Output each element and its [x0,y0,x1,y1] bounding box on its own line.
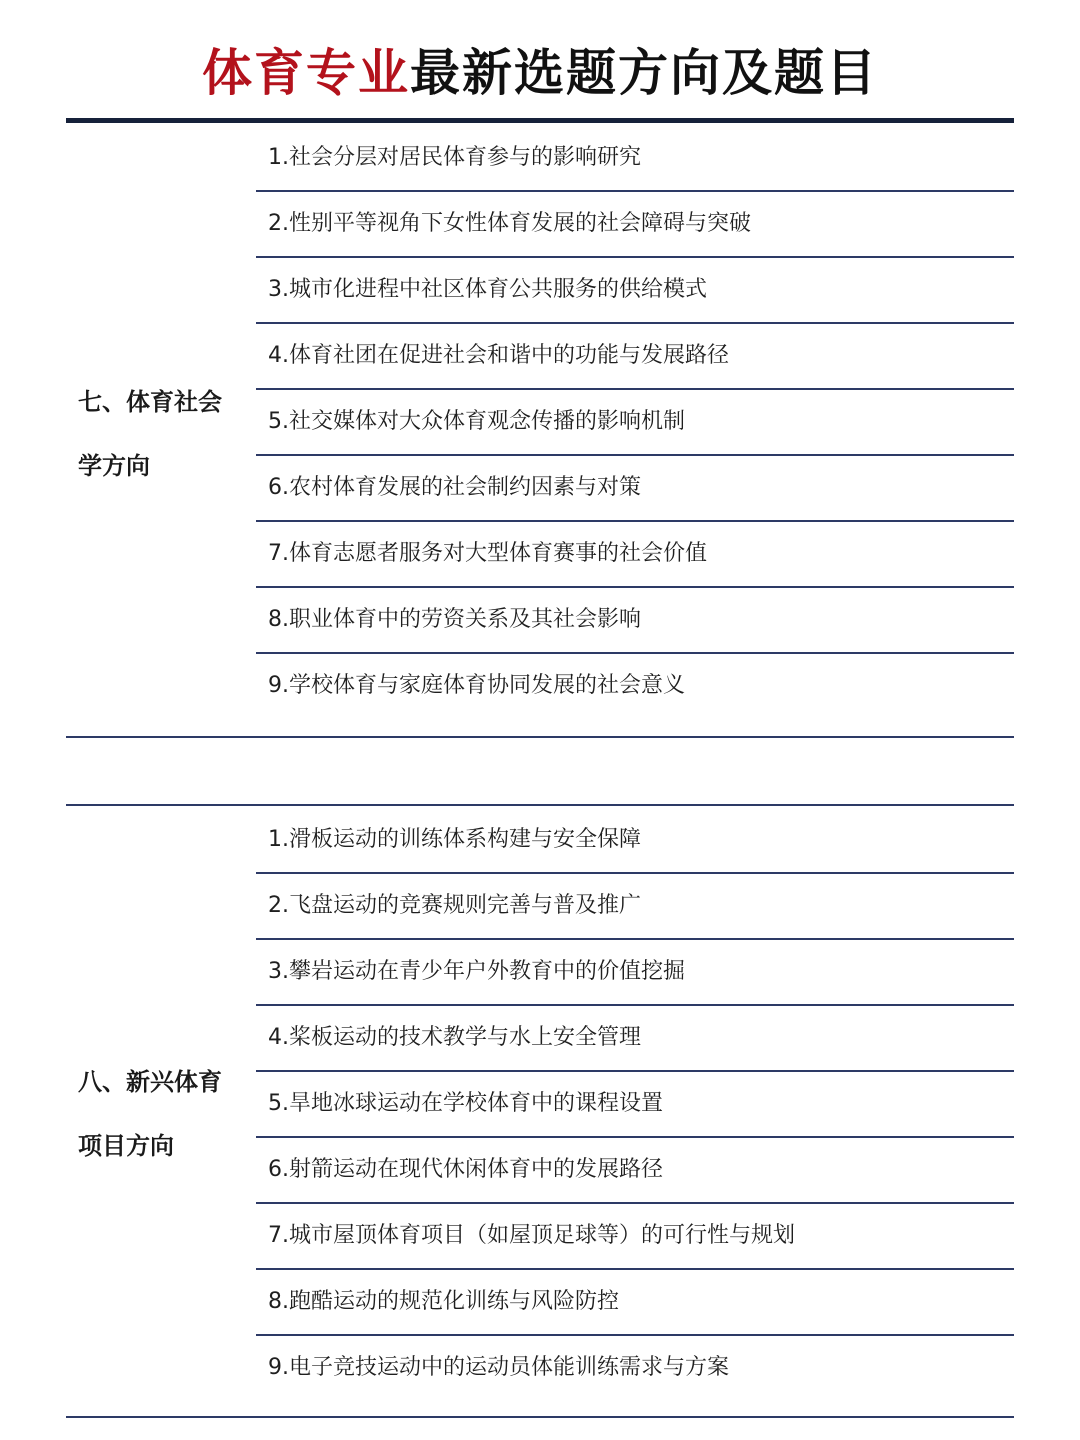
topic-text: 9.学校体育与家庭体育协同发展的社会意义 [268,673,685,698]
topic-text: 3.攀岩运动在青少年户外教育中的价值挖掘 [268,959,685,984]
topic-item [256,1138,1014,1204]
topic-item [256,390,1014,456]
section-emerging-sports [66,808,1014,1420]
topic-text: 5.旱地冰球运动在学校体育中的课程设置 [268,1091,663,1116]
topic-item [256,456,1014,522]
section-label-line2: 学方向 [78,452,150,480]
topic-item [256,654,1014,720]
topic-text: 4.体育社团在促进社会和谐中的功能与发展路径 [268,343,729,368]
topic-item [256,1270,1014,1336]
section-label [78,370,258,498]
topic-item [256,808,1014,874]
title-highlight: 体育专业 [202,44,410,102]
page-title [0,38,1080,108]
topic-item [256,522,1014,588]
topic-item [256,588,1014,654]
topic-text: 1.社会分层对居民体育参与的影响研究 [268,145,641,170]
topic-item [256,1336,1014,1402]
topic-text: 4.桨板运动的技术教学与水上安全管理 [268,1025,641,1050]
section-divider [66,736,1014,738]
topic-item [256,258,1014,324]
topic-text: 1.滑板运动的训练体系构建与安全保障 [268,827,641,852]
topic-text: 8.职业体育中的劳资关系及其社会影响 [268,607,641,632]
topic-item [256,126,1014,192]
section-sociology [66,126,1014,738]
topic-text: 3.城市化进程中社区体育公共服务的供给模式 [268,277,707,302]
topic-list [256,126,1014,720]
topic-text: 6.射箭运动在现代休闲体育中的发展路径 [268,1157,663,1182]
section-divider [66,804,1014,806]
topic-text: 7.城市屋顶体育项目（如屋顶足球等）的可行性与规划 [268,1223,795,1248]
topic-text: 8.跑酷运动的规范化训练与风险防控 [268,1289,619,1314]
topic-text: 2.飞盘运动的竞赛规则完善与普及推广 [268,893,641,918]
topic-text: 7.体育志愿者服务对大型体育赛事的社会价值 [268,541,707,566]
section-label [78,1050,258,1178]
topic-item [256,940,1014,1006]
topic-text: 9.电子竞技运动中的运动员体能训练需求与方案 [268,1355,729,1380]
topic-item [256,192,1014,258]
topic-list [256,808,1014,1402]
section-label-line1: 七、体育社会 [78,388,222,416]
section-label-line2: 项目方向 [78,1132,174,1160]
topic-item [256,324,1014,390]
topic-text: 6.农村体育发展的社会制约因素与对策 [268,475,641,500]
topic-text: 5.社交媒体对大众体育观念传播的影响机制 [268,409,685,434]
title-divider [66,118,1014,123]
topic-item [256,874,1014,940]
topic-item [256,1204,1014,1270]
topic-item [256,1006,1014,1072]
section-divider [66,1416,1014,1418]
topic-text: 2.性别平等视角下女性体育发展的社会障碍与突破 [268,211,751,236]
title-rest: 最新选题方向及题目 [410,44,878,102]
topic-item [256,1072,1014,1138]
section-label-line1: 八、新兴体育 [78,1068,222,1096]
